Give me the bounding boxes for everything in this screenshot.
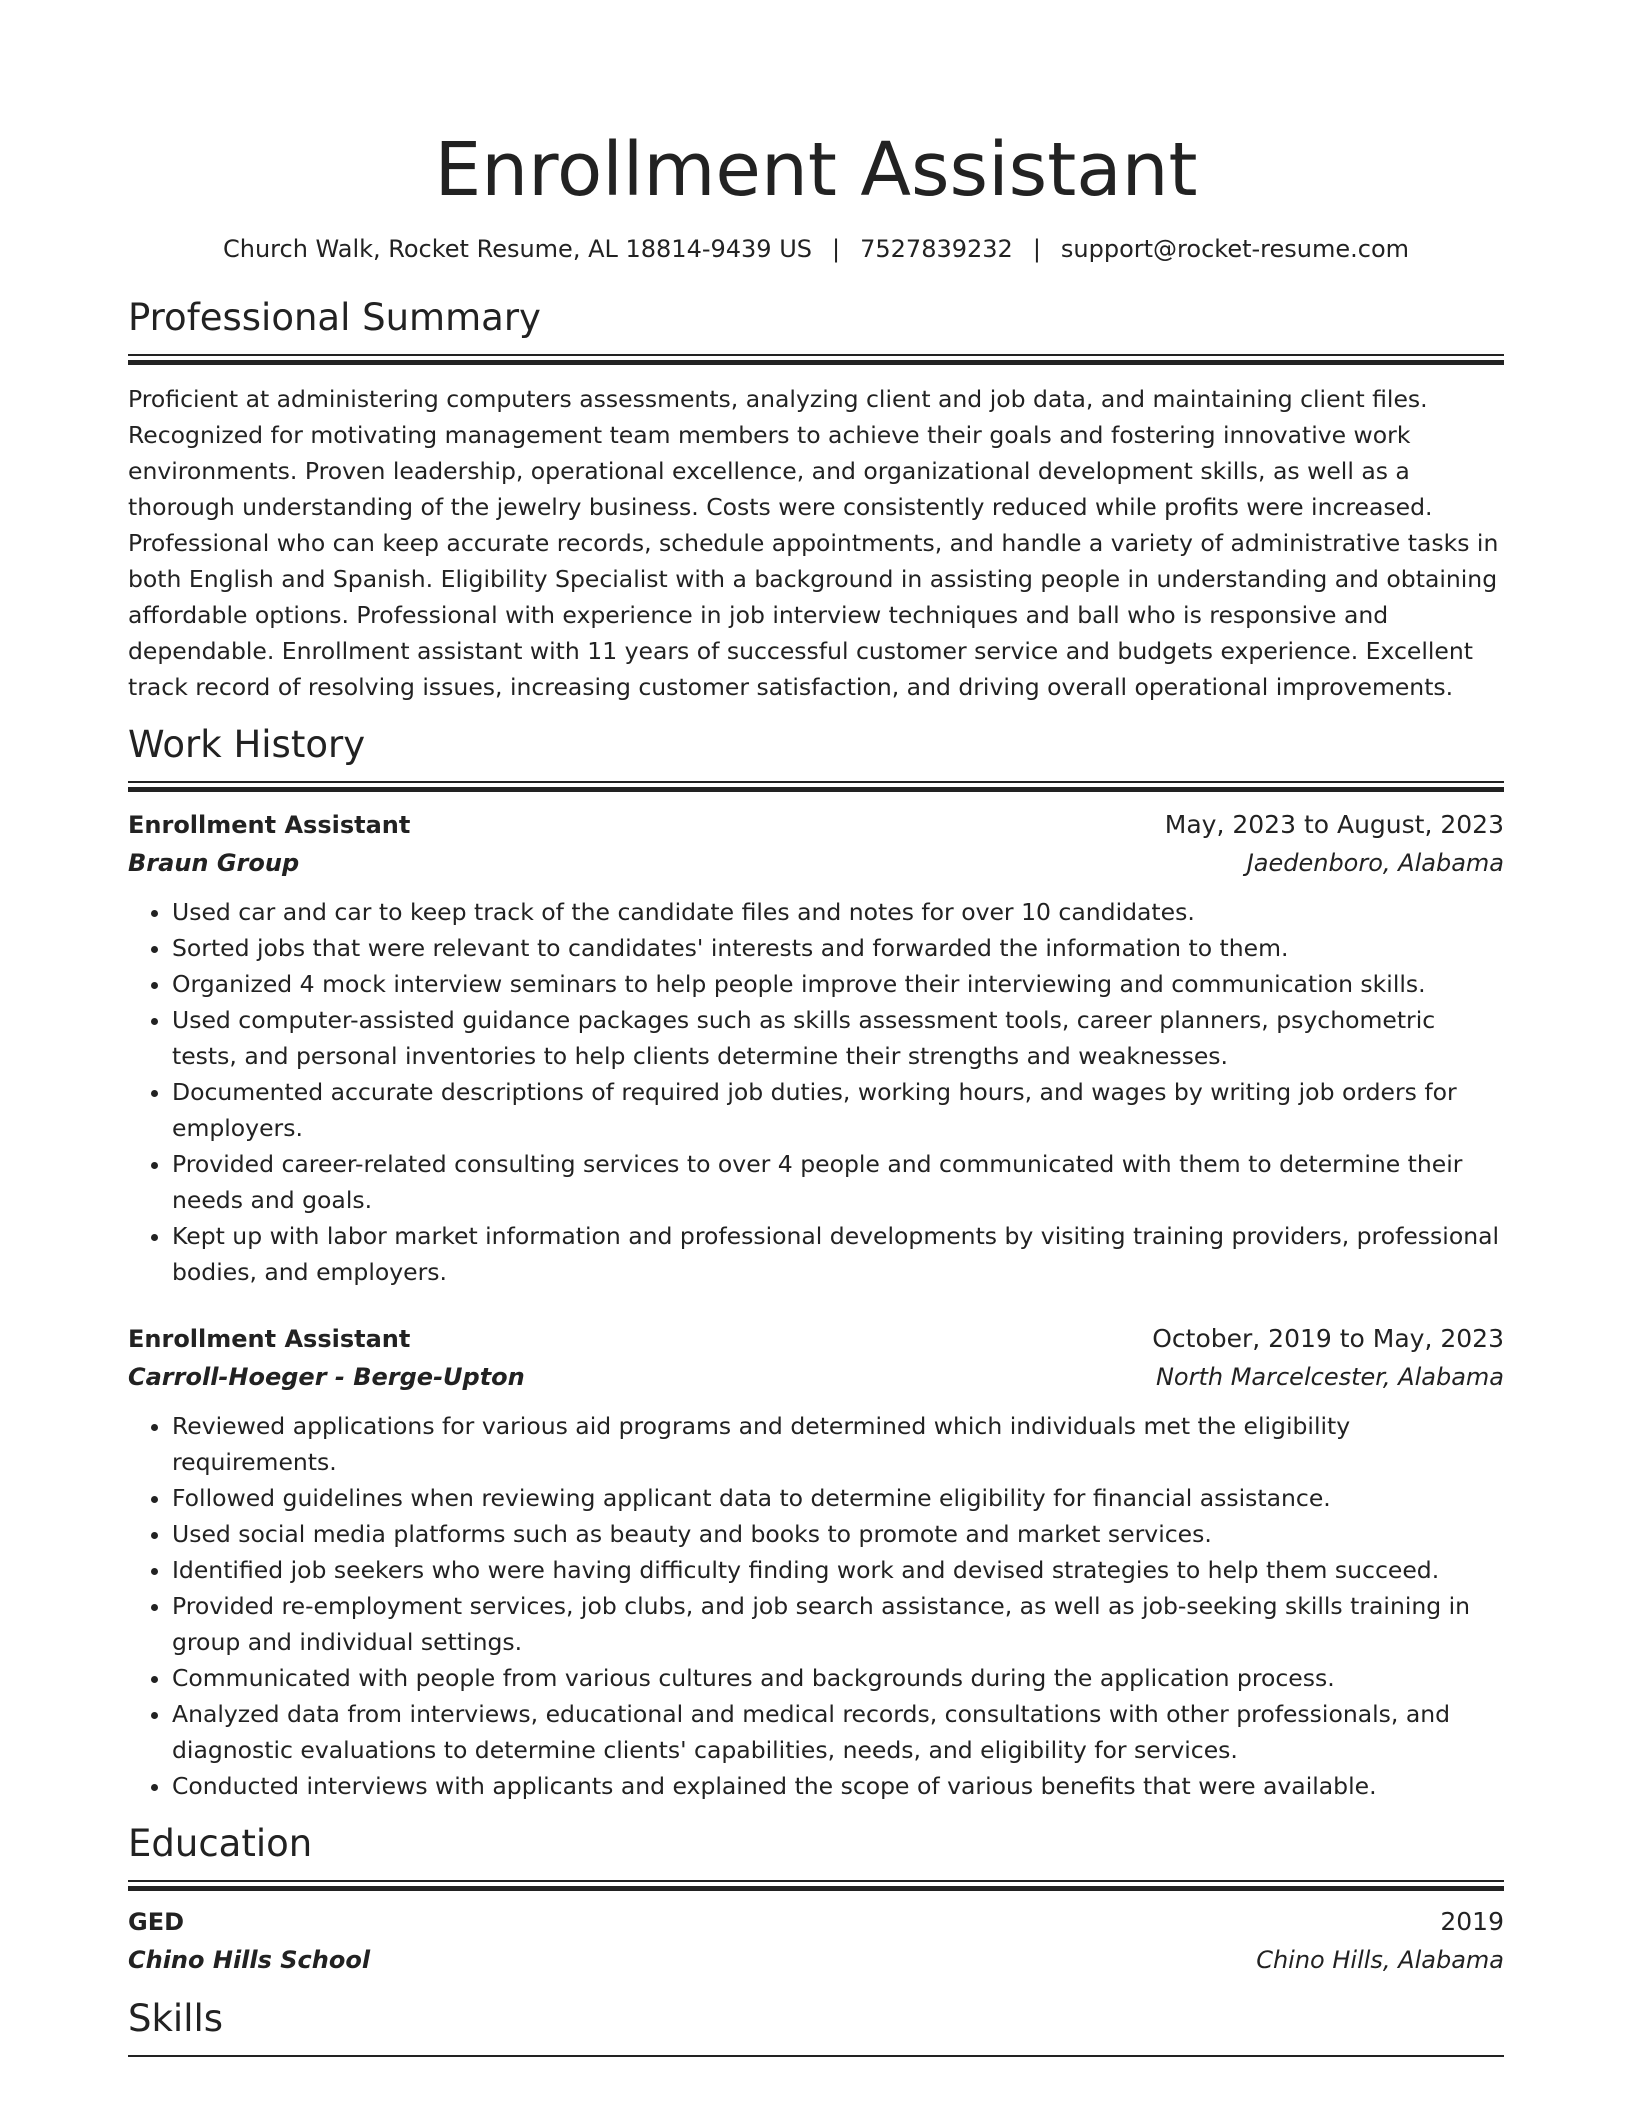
contact-line bbox=[128, 234, 1504, 264]
job-location: North Marcelcester, Alabama bbox=[1155, 1363, 1504, 1391]
list-item: • Communicated with people from various cultures and backgrounds during the application process. bbox=[172, 1660, 1504, 1696]
section-divider bbox=[128, 781, 1504, 792]
work-history-section bbox=[128, 721, 1504, 1804]
job-entry bbox=[128, 806, 1504, 1290]
job-entry bbox=[128, 1320, 1504, 1804]
degree-name: GED bbox=[128, 1908, 185, 1936]
education-year: 2019 bbox=[1440, 1907, 1504, 1936]
list-item: • Provided career-related consulting services to over 4 people and communicated with them to determine their needs and goals. bbox=[172, 1146, 1504, 1218]
school-name: Chino Hills School bbox=[128, 1946, 371, 1974]
list-item: • Followed guidelines when reviewing applicant data to determine eligibility for financial assistance. bbox=[172, 1480, 1504, 1516]
job-title: Enrollment Assistant bbox=[128, 1325, 411, 1353]
job-bullets bbox=[128, 1408, 1504, 1804]
list-item: • Identified job seekers who were having difficulty finding work and devised strategies to help them succeed. bbox=[172, 1552, 1504, 1588]
school-location: Chino Hills, Alabama bbox=[1256, 1946, 1504, 1974]
job-bullets bbox=[128, 894, 1504, 1290]
section-title-summary: Professional Summary bbox=[128, 296, 541, 339]
resume-page bbox=[128, 0, 1504, 2059]
list-item: • Used car and car to keep track of the candidate files and notes for over 10 candidates. bbox=[172, 894, 1504, 930]
list-item: • Sorted jobs that were relevant to candidates' interests and forwarded the information to them. bbox=[172, 930, 1504, 966]
skills-section bbox=[128, 1995, 1504, 2059]
section-title-work-history: Work History bbox=[128, 723, 366, 766]
education-entry bbox=[128, 1903, 1504, 1979]
list-item: • Used computer-assisted guidance packages such as skills assessment tools, career planners, psychometric tests, and personal inventories to help clients determine their strengths and weaknesses. bbox=[172, 1002, 1504, 1074]
list-item: • Used social media platforms such as beauty and books to promote and market services. bbox=[172, 1516, 1504, 1552]
job-dates: October, 2019 to May, 2023 bbox=[1152, 1324, 1504, 1353]
company-name: Braun Group bbox=[128, 849, 300, 877]
contact-separator: | bbox=[832, 235, 841, 263]
job-dates: May, 2023 to August, 2023 bbox=[1164, 810, 1504, 839]
email-text: support@rocket-resume.com bbox=[1060, 235, 1409, 263]
section-divider bbox=[128, 1880, 1504, 1891]
section-divider bbox=[128, 2055, 1504, 2059]
list-item: • Conducted interviews with applicants and explained the scope of various benefits that were available. bbox=[172, 1768, 1504, 1804]
list-item: • Organized 4 mock interview seminars to help people improve their interviewing and communication skills. bbox=[172, 966, 1504, 1002]
list-item: • Kept up with labor market information and professional developments by visiting training providers, professional bodies, and employers. bbox=[172, 1218, 1504, 1290]
section-title-education: Education bbox=[128, 1822, 313, 1865]
list-item: • Documented accurate descriptions of required job duties, working hours, and wages by writing job orders for employers. bbox=[172, 1074, 1504, 1146]
list-item: • Analyzed data from interviews, educational and medical records, consultations with other professionals, and diagnostic evaluations to determine clients' capabilities, needs, and eligibility for services. bbox=[172, 1696, 1504, 1768]
address-text: Church Walk, Rocket Resume, AL 18814-9439 US bbox=[222, 235, 813, 263]
summary-section bbox=[128, 294, 1504, 705]
phone-text: 7527839232 bbox=[860, 235, 1013, 263]
list-item: • Reviewed applications for various aid programs and determined which individuals met the eligibility requirements. bbox=[172, 1408, 1504, 1480]
job-location: Jaedenboro, Alabama bbox=[1246, 849, 1504, 877]
candidate-name: Enrollment Assistant bbox=[434, 127, 1198, 213]
contact-separator: | bbox=[1032, 235, 1041, 263]
job-title: Enrollment Assistant bbox=[128, 811, 411, 839]
list-item: • Provided re-employment services, job clubs, and job search assistance, as well as job-seeking skills training in group and individual settings. bbox=[172, 1588, 1504, 1660]
section-title-skills: Skills bbox=[128, 1997, 224, 2040]
education-section bbox=[128, 1820, 1504, 1979]
summary-text: Proficient at administering computers assessments, analyzing client and job data, and maintaining client files. Recognized for motivating management team members to achieve their goals and fostering innovative work environments. Proven leadership, operational excellence, and organizational development skills, as well as a thorough understanding of the jewelry business. Costs were consistently reduced while profits were increased. Professional who can keep accurate records, schedule appointments, and handle a variety of administrative tasks in both English and Spanish. Eligibility Specialist with a background in assisting people in understanding and obtaining affordable options. Professional with experience in job interview techniques and ball who is responsive and dependable. Enrollment assistant with 11 years of successful customer service and budgets experience. Excellent track record of resolving issues, increasing customer satisfaction, and driving overall operational improvements. bbox=[128, 385, 1499, 701]
company-name: Carroll-Hoeger - Berge-Upton bbox=[128, 1363, 525, 1391]
section-divider bbox=[128, 354, 1504, 365]
